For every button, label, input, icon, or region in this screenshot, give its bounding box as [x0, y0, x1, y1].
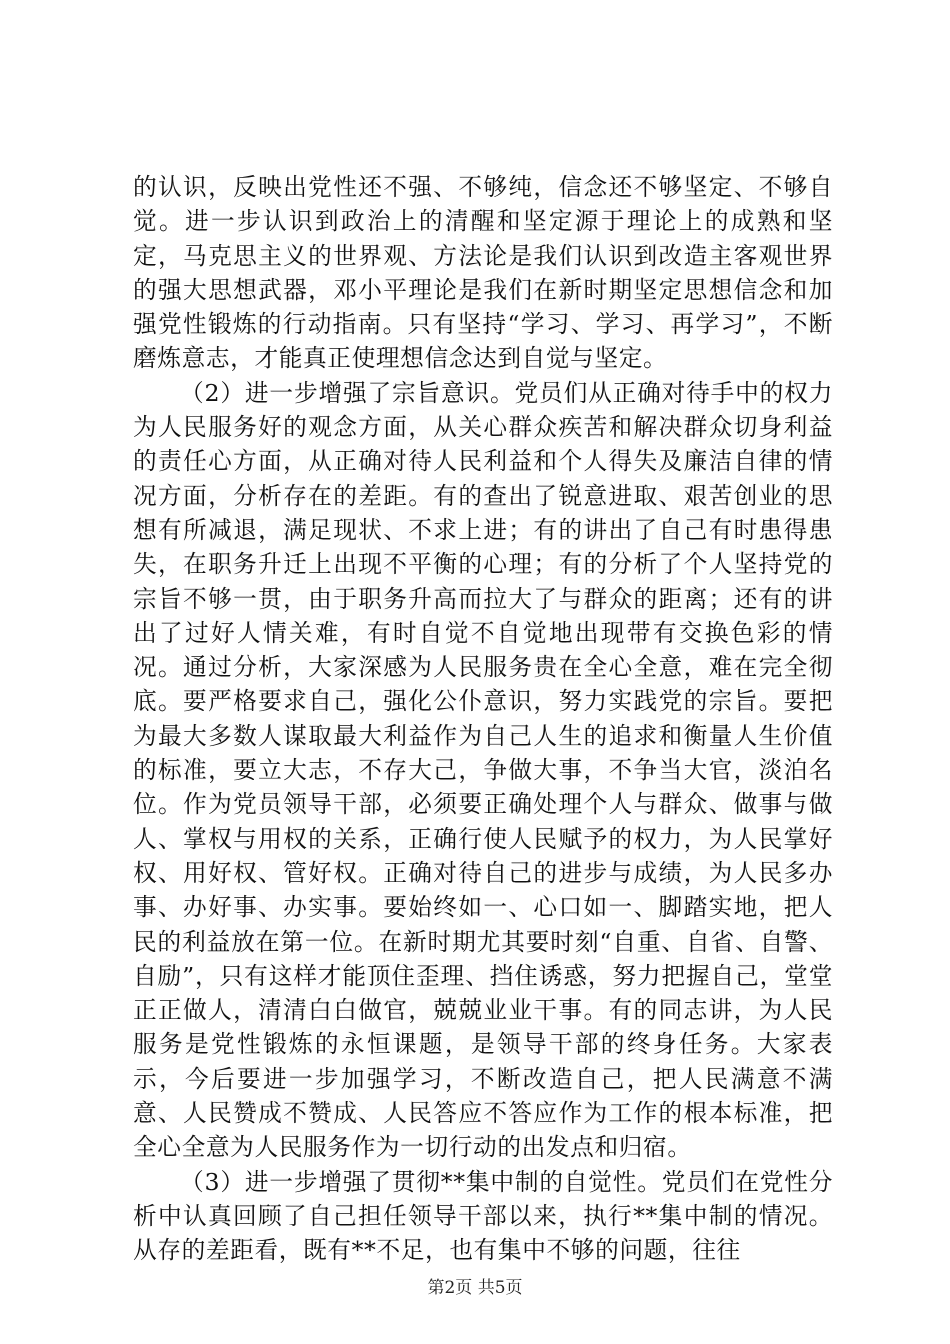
document-body — [133, 170, 833, 1268]
paragraph-centralism: （3）进一步增强了贯彻**集中制的自觉性。党员们在党性分析中认真回顾了自己担任领导干部以来，执行**集中制的情况。从存的差距看，既有**不足，也有集中不够的问题，往往 — [133, 1167, 833, 1265]
paragraph-continuation: 的认识，反映出党性还不强、不够纯，信念还不够坚定、不够自觉。进一步认识到政治上的清醒和坚定源于理论上的成熟和坚定，马克思主义的世界观、方法论是我们认识到改造主客观世界的强大思想武器，邓小平理论是我们在新时期坚定思想信念和加强党性锻炼的行动指南。只有坚持“学习、学习、再学习”，不断磨炼意志，才能真正使理想信念达到自觉与坚定。 — [133, 173, 833, 373]
page-number-footer: 第2页 共5页 — [427, 1278, 523, 1298]
paragraph-purpose-awareness: （2）进一步增强了宗旨意识。党员们从正确对待手中的权力为人民服务好的观念方面，从关心群众疾苦和解决群众切身利益的责任心方面，从正确对待人民利益和个人得失及廉洁自律的情况方面，分析存在的差距。有的查出了锐意进取、艰苦创业的思想有所减退，满足现状、不求上进；有的讲出了自己有时患得患失，在职务升迁上出现不平衡的心理；有的分析了个人坚持党的宗旨不够一贯，由于职务升高而拉大了与群众的距离；还有的讲出了过好人情关难，有时自觉不自觉地出现带有交换色彩的情况。通过分析，大家深感为人民服务贵在全心全意，难在完全彻底。要严格要求自己，强化公仆意识，努力实践党的宗旨。要把为最大多数人谋取最大利益作为自己人生的追求和衡量人生价值的标准，要立大志，不存大己，争做大事，不争当大官，淡泊名位。作为党员领导干部，必须要正确处理个人与群众、做事与做人、掌权与用权的关系，正确行使人民赋予的权力，为人民掌好权、用好权、管好权。正确对待自己的进步与成绩，为人民多办事、办好事、办实事。要始终如一、心口如一、脚踏实地，把人民的利益放在第一位。在新时期尤其要时刻“自重、自省、自警、自励”，只有这样才能顶住歪理、挡住诱惑，努力把握自己，堂堂正正做人，清清白白做官，兢兢业业干事。有的同志讲，为人民服务是党性锻炼的永恒课题，是领导干部的终身任务。大家表示，今后要进一步加强学习，不断改造自己，把人民满意不满意、人民赞成不赞成、人民答应不答应作为工作的根本标准，把全心全意为人民服务作为一切行动的出发点和归宿。 — [133, 378, 833, 1162]
